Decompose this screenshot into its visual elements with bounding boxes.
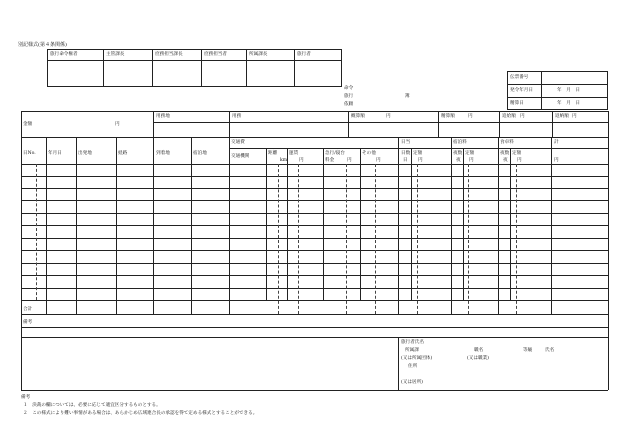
table-row-line: [21, 275, 608, 276]
lodge-col: 宿泊地: [193, 151, 207, 156]
bushoku-label: (又は所属団体): [401, 356, 433, 361]
route-col: 経路: [118, 151, 128, 156]
table-row-line: [21, 200, 608, 201]
column-line: [398, 137, 399, 314]
arr-col: 到着地: [156, 151, 170, 156]
yaku-col: 夜数: [453, 151, 463, 156]
sub-col: [287, 148, 288, 300]
shozoku-label: 所属課: [405, 348, 419, 353]
unchin-yen: 円: [299, 158, 304, 163]
seisan-ymd: 年 月 日: [557, 101, 580, 106]
biko-bottom: [21, 337, 608, 338]
seisan-yen: 円: [468, 114, 473, 119]
unit-col: [417, 164, 418, 314]
traveler-divider: [398, 337, 399, 390]
ryokin-col: 料金: [325, 158, 335, 163]
shuku-yo: 夜: [456, 158, 461, 163]
unit-col: [298, 164, 299, 314]
order-irai: 依頼: [344, 102, 354, 107]
unchin-col: 運賃: [289, 151, 299, 156]
gaisan-label: 概算額: [351, 114, 365, 119]
table-row-line: [21, 213, 608, 214]
unit-col: [468, 164, 469, 314]
column-line: [229, 137, 230, 314]
sub-col: [323, 148, 324, 300]
order-meirei: 命令: [344, 86, 354, 91]
tsuika-label: 追給額: [502, 114, 516, 119]
table-right: [608, 111, 609, 390]
table-vline: [229, 111, 230, 137]
table-top: [21, 111, 608, 112]
column-line: [451, 137, 452, 314]
shokuji-teigaku: 定額: [512, 151, 522, 156]
ka-col: 日: [403, 158, 408, 163]
modori-yen: 円: [572, 114, 577, 119]
seisan-label: 精算額: [441, 114, 455, 119]
shuku-yen: 円: [469, 158, 474, 163]
gaisan-yen: 円: [386, 114, 391, 119]
day-col: 日No.: [23, 151, 36, 156]
yomuchi-label: 用務地: [156, 114, 170, 119]
order-bo: 簿: [405, 94, 410, 99]
table-row-line: [21, 288, 608, 289]
hakko-ymd: 年 月 日: [557, 88, 580, 93]
unit-col: [278, 164, 279, 314]
denpyo-label: 伝票番号: [510, 75, 529, 80]
kei-yen: 円: [554, 158, 559, 163]
jusho-label: 住所: [408, 364, 418, 369]
date-col: 年月日: [48, 151, 62, 156]
column-line: [116, 137, 117, 314]
total-line: [21, 314, 608, 315]
form-title: 別記様式(第４条関係): [18, 42, 67, 48]
day-dash: [36, 164, 37, 300]
table-row-line: [21, 238, 608, 239]
table-row-line: [21, 188, 608, 189]
sub-col: [266, 148, 267, 300]
kikan-col: 交通機関: [231, 154, 250, 159]
approval-label-3: 庶務担当課長: [155, 52, 183, 57]
table-row-line: [21, 250, 608, 251]
table-vline: [348, 111, 349, 137]
table-left: [21, 111, 22, 390]
ryokin-yen: 円: [347, 158, 352, 163]
kingaku-yen: 円: [115, 122, 120, 127]
approval-label-6: 旅行者: [297, 52, 311, 57]
table-row-line: [21, 300, 608, 301]
note-1: １ 決裁の欄については、必要に応じて適宜区分するものとする。: [23, 403, 161, 408]
column-line: [498, 137, 499, 314]
shuku-teigaku: 定額: [465, 151, 475, 156]
shimei-label: 氏名: [545, 348, 555, 353]
sub-col: [411, 148, 412, 300]
approval-label-5: 所属課長: [249, 52, 268, 57]
yomu-label: 用務: [232, 114, 242, 119]
approval-label-2: 主管課長: [106, 52, 125, 57]
kyori-col: 距離: [268, 151, 278, 156]
notes-title: 備考: [21, 395, 31, 400]
table-row-line: [21, 263, 608, 264]
shokuji-header: 食卓料: [500, 140, 514, 145]
shokuji-yo: 夜: [503, 158, 508, 163]
column-line: [551, 137, 552, 314]
tsuika-yen: 円: [520, 114, 525, 119]
nitto-header: 日当: [401, 140, 411, 145]
shokumei-label: 職名: [474, 348, 484, 353]
kyochi-label: (又は居所): [401, 380, 423, 385]
kingaku-label: 金額: [23, 122, 33, 127]
shokuji-yen: 円: [517, 158, 522, 163]
table-hline: [21, 164, 608, 165]
column-line: [191, 137, 192, 314]
tokyu-label: 等級: [523, 348, 533, 353]
table-vline: [552, 111, 553, 137]
column-line: [153, 137, 154, 314]
sub-col: [463, 148, 464, 300]
kyuko-col: 急行/寝台: [325, 151, 345, 156]
shuku-header: 宿泊料: [453, 140, 467, 145]
shokuji-yaku: 夜数: [500, 151, 510, 156]
sub-col: [510, 148, 511, 300]
unit-col: [375, 164, 376, 314]
order-ryoko: 旅行: [344, 94, 354, 99]
teigaku-col: 定額: [413, 151, 423, 156]
column-line: [46, 137, 47, 314]
teigaku-yen: 円: [418, 158, 423, 163]
traveler-label: 旅行者氏名: [401, 340, 424, 345]
note-2: ２ この様式により難い事情がある場合は、あらかじめ広域連合長の承認を得て定める様式とすることができる。: [23, 411, 258, 416]
dep-col: 出発地: [78, 151, 92, 156]
sonota-col: その他: [362, 151, 376, 156]
unit-col: [516, 164, 517, 314]
shokugyo-label: (又は職業): [467, 356, 489, 361]
table-bottom: [21, 390, 608, 391]
table-vline: [438, 111, 439, 137]
nissu-col: 日数: [401, 151, 411, 156]
modori-label: 返納額: [555, 114, 569, 119]
biko-line: [21, 327, 608, 328]
table-row-line: [21, 176, 608, 177]
table-hline: [21, 137, 608, 138]
km-col: km: [280, 158, 288, 163]
approval-label-4: 庶務担当者: [204, 52, 227, 57]
seisan-date-label: 精算日: [510, 101, 524, 106]
kotsu-header: 交通費: [231, 140, 245, 145]
table-hline: [153, 122, 608, 123]
biko-label: 備考: [23, 320, 33, 325]
sonota-yen: 円: [376, 158, 381, 163]
hakko-label: 発令年月日: [510, 88, 533, 93]
column-line: [76, 137, 77, 314]
kei-header: 計: [554, 140, 559, 145]
table-vline: [153, 111, 154, 137]
table-row-line: [21, 225, 608, 226]
unit-col: [346, 164, 347, 314]
approval-label-1: 旅行命令権者: [50, 52, 78, 57]
table-vline: [499, 111, 500, 137]
gokei-label: 合計: [23, 307, 33, 312]
sub-col: [360, 148, 361, 300]
